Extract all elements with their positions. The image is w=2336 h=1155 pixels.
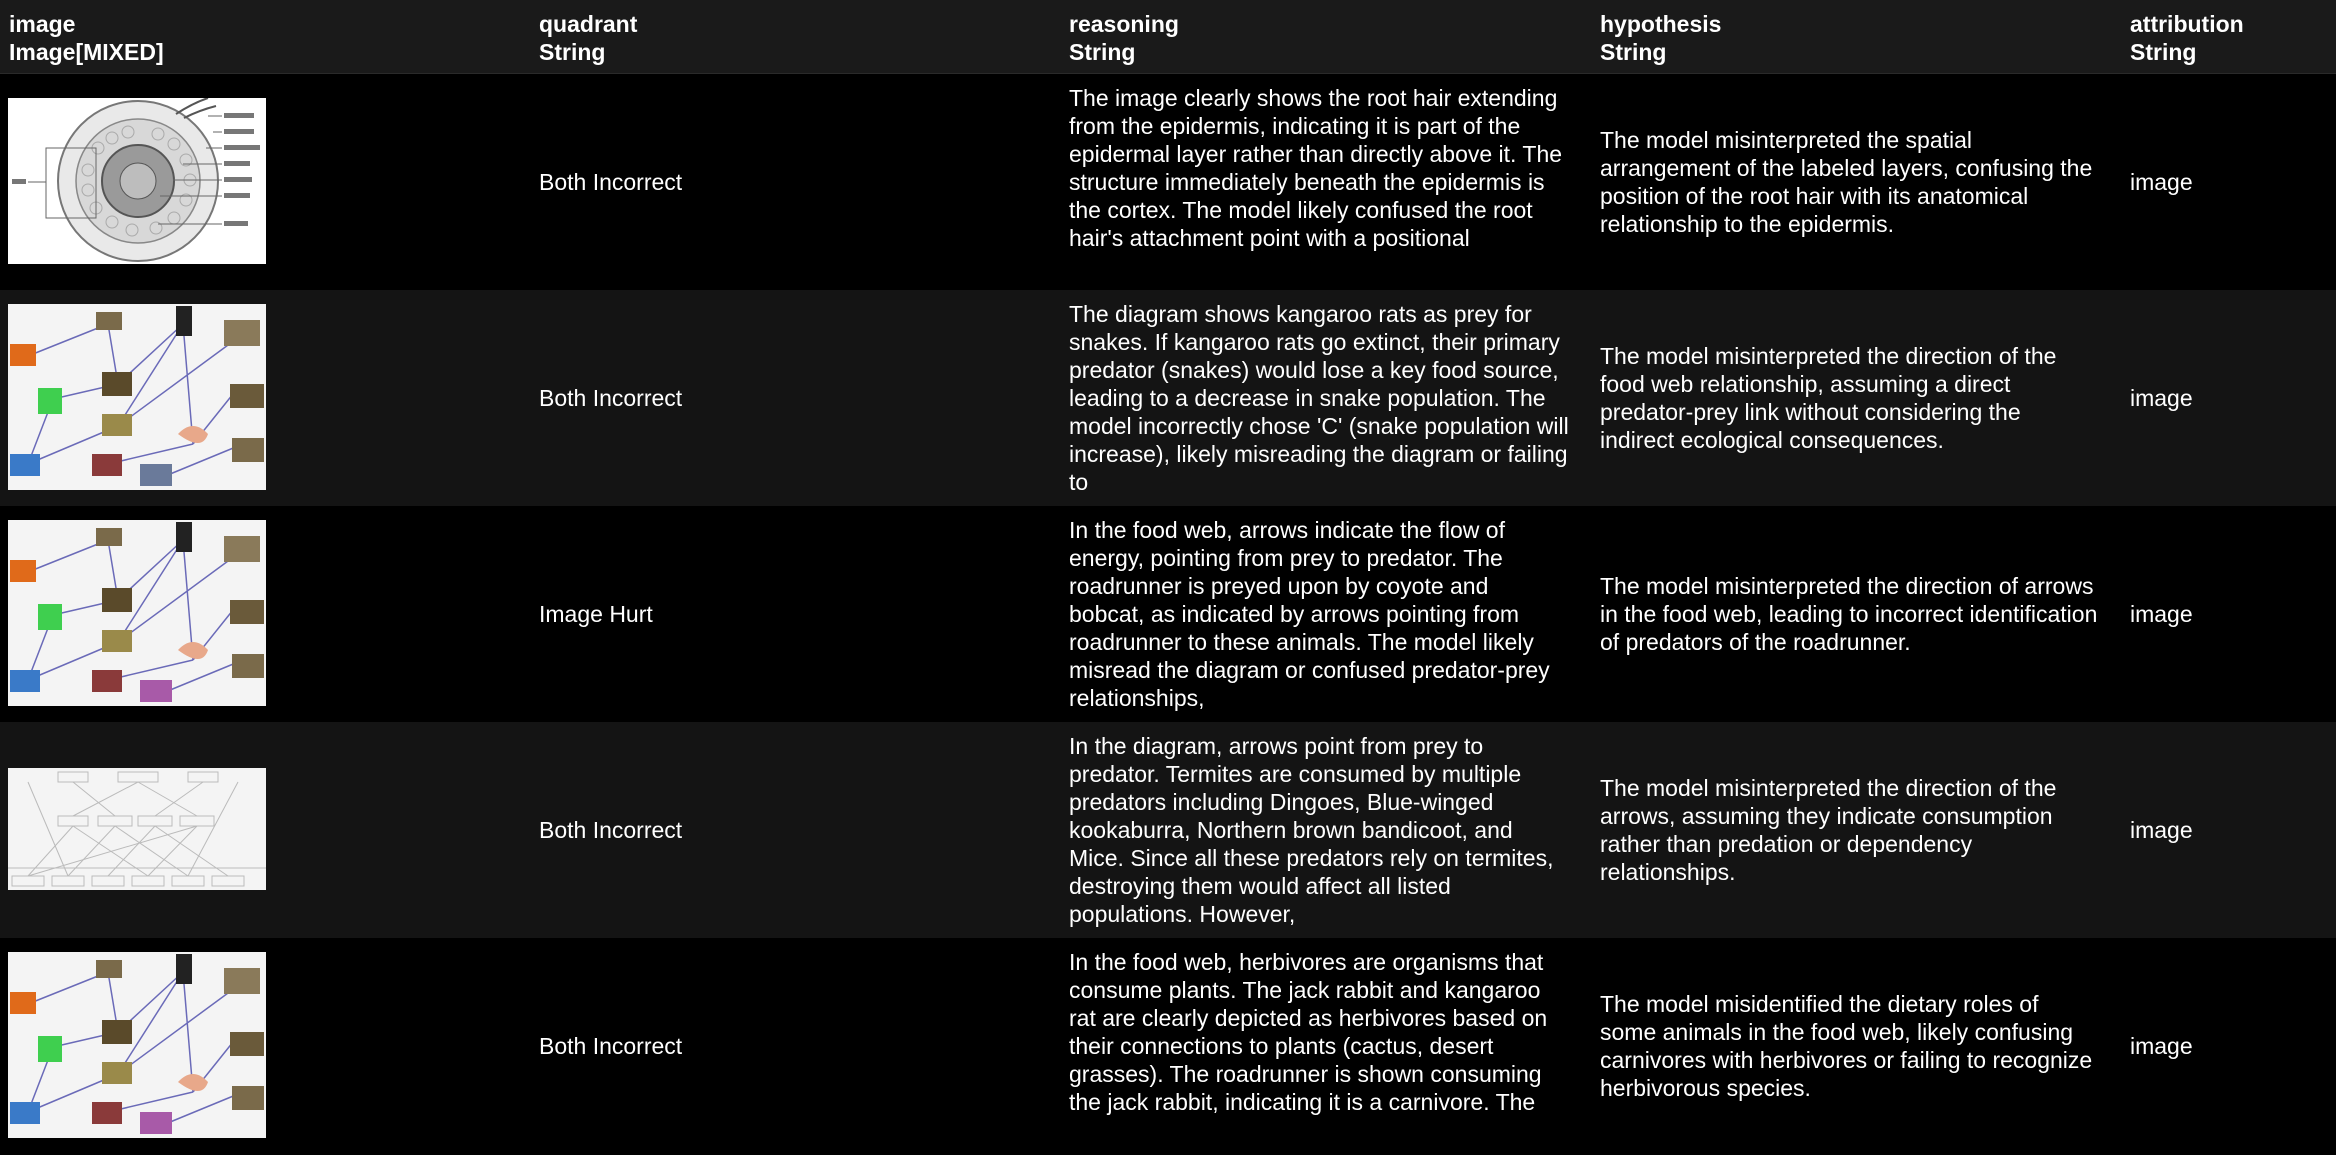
quadrant-cell: Both Incorrect	[539, 817, 683, 843]
column-header-reasoning[interactable]	[1069, 10, 1569, 66]
table-row[interactable]	[0, 290, 2336, 506]
quadrant-cell: Image Hurt	[539, 601, 653, 627]
table-row[interactable]	[0, 74, 2336, 290]
hypothesis-cell: The model misidentified the dietary roles of some animals in the food web, likely confusing carnivores with herbivores or failing to recognize herbivorous species.	[1600, 991, 2093, 1101]
quadrant-cell: Both Incorrect	[539, 169, 683, 195]
food-web-flowchart-image[interactable]	[8, 768, 266, 890]
column-name: hypothesis	[1600, 11, 1722, 37]
table-row[interactable]	[0, 506, 2336, 722]
desert-food-web-image[interactable]	[8, 520, 266, 706]
hypothesis-cell: The model misinterpreted the spatial arrangement of the labeled layers, confusing the position of the root hair with its anatomical relationship to the epidermis.	[1600, 127, 2093, 237]
column-name: reasoning	[1069, 11, 1179, 37]
attribution-cell: image	[2130, 817, 2193, 843]
attribution-cell: image	[2130, 601, 2193, 627]
root-cross-section-image[interactable]	[8, 98, 266, 264]
column-header-quadrant[interactable]	[539, 10, 1059, 66]
table-header	[0, 0, 2336, 74]
attribution-cell: image	[2130, 169, 2193, 195]
column-header-attribution[interactable]	[2130, 10, 2330, 66]
quadrant-cell: Both Incorrect	[539, 1033, 683, 1059]
reasoning-cell: The image clearly shows the root hair extending from the epidermis, indicating it is part of the epidermal layer rather than directly above it. The structure immediately beneath the epidermis is the cortex. The model likely confused the root hair's attachment point with a positional	[1069, 85, 1563, 251]
hypothesis-cell: The model misinterpreted the direction of the arrows, assuming they indicate consumption rather than predation or dependency relationships.	[1600, 775, 2057, 885]
column-header-hypothesis[interactable]	[1600, 10, 2100, 66]
column-name: attribution	[2130, 11, 2244, 37]
reasoning-cell: In the diagram, arrows point from prey to predator. Termites are consumed by multiple predators including Dingoes, Blue-winged kookaburra, Northern brown bandicoot, and Mice. Since all these predators rely on termites, destroying them would affect all listed populations. However,	[1069, 733, 1554, 927]
table-row[interactable]	[0, 722, 2336, 938]
column-type: String	[539, 39, 606, 65]
attribution-cell: image	[2130, 1033, 2193, 1059]
quadrant-cell: Both Incorrect	[539, 385, 683, 411]
column-type: Image[MIXED]	[9, 39, 164, 65]
hypothesis-cell: The model misinterpreted the direction of arrows in the food web, leading to incorrect identification of predators of the roadrunner.	[1600, 573, 2098, 655]
reasoning-cell: In the food web, herbivores are organisms that consume plants. The jack rabbit and kangaroo rat are clearly depicted as herbivores based on their connections to plants (cactus, desert grasses). The roadrunner is shown consuming the jack rabbit, indicating it is a carnivore. The	[1069, 949, 1548, 1115]
column-header-image[interactable]	[9, 10, 529, 66]
hypothesis-cell: The model misinterpreted the direction of the food web relationship, assuming a direct predator-prey link without considering the indirect ecological consequences.	[1600, 343, 2057, 453]
desert-food-web-image[interactable]	[8, 304, 266, 490]
reasoning-cell: In the food web, arrows indicate the flow of energy, pointing from prey to predator. The roadrunner is preyed upon by coyote and bobcat, as indicated by arrows pointing from roadrunner to these animals. The model likely misread the diagram or confused predator-prey relationships,	[1069, 517, 1550, 711]
column-type: String	[2130, 39, 2197, 65]
table-row[interactable]	[0, 938, 2336, 1154]
column-type: String	[1069, 39, 1136, 65]
desert-food-web-image[interactable]	[8, 952, 266, 1138]
reasoning-cell: The diagram shows kangaroo rats as prey for snakes. If kangaroo rats go extinct, their primary predator (snakes) would lose a key food source, leading to a decrease in snake population. The model incorrectly chose 'C' (snake population will increase), likely misreading the diagram or failing to	[1069, 301, 1569, 495]
column-name: image	[9, 11, 76, 37]
column-type: String	[1600, 39, 1667, 65]
column-name: quadrant	[539, 11, 638, 37]
attribution-cell: image	[2130, 385, 2193, 411]
